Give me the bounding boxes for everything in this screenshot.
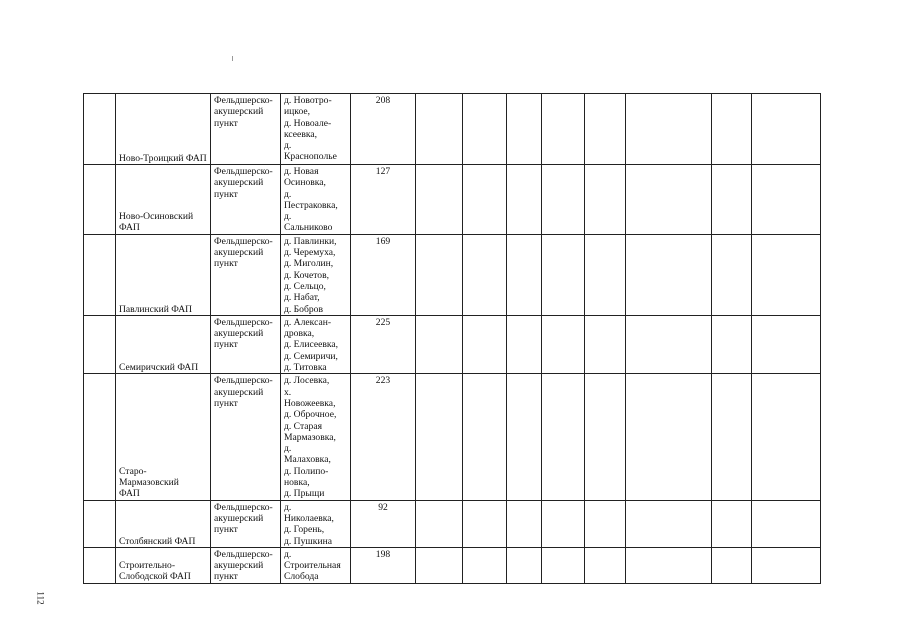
facility-name-cell: Строительно- Слободской ФАП [116,547,211,583]
empty-cell [712,315,752,373]
facility-name-cell: Павлинский ФАП [116,234,211,315]
settlements-cell: д. Павлинки, д. Черемуха, д. Миголин, д. Кочетов, д. Сельцо, д. Набат, д. Бобров [281,234,351,315]
empty-cell [585,165,626,235]
settlements-cell: д. Новотро- ицкое, д. Новоале- ксеевка, д. Краснополье [281,94,351,165]
table-row [84,315,821,373]
facility-type-cell: Фельдшерско- акушерский пункт [211,165,281,235]
empty-cell [752,547,821,583]
empty-cell [463,315,507,373]
empty-cell [542,165,585,235]
table-row [84,94,821,165]
empty-cell [752,165,821,235]
empty-cell [463,500,507,547]
empty-cell [416,165,463,235]
facility-type-cell: Фельдшерско- акушерский пункт [211,94,281,165]
facility-name-cell: Старо- Мармазовский ФАП [116,374,211,500]
empty-cell [752,374,821,500]
empty-cell [626,315,712,373]
row-index-cell [84,547,116,583]
empty-cell [507,165,542,235]
empty-cell [416,315,463,373]
empty-cell [585,500,626,547]
empty-cell [585,374,626,500]
empty-cell [752,500,821,547]
table-row [84,500,821,547]
empty-cell [416,500,463,547]
empty-cell [585,234,626,315]
facility-type-cell: Фельдшерско- акушерский пункт [211,500,281,547]
empty-cell [626,94,712,165]
facility-name-cell: Столбянский ФАП [116,500,211,547]
empty-cell [752,234,821,315]
empty-cell [463,374,507,500]
row-index-cell [84,374,116,500]
row-index-cell [84,94,116,165]
empty-cell [752,315,821,373]
empty-cell [626,374,712,500]
empty-cell [416,374,463,500]
settlements-cell: д. Лосевка, х. Новожеевка, д. Оброчное, д. Старая Мармазовка, д. Малаховка, д. Полипо- новка, д. Прыщи [281,374,351,500]
facility-type-cell: Фельдшерско- акушерский пункт [211,374,281,500]
empty-cell [463,165,507,235]
empty-cell [712,165,752,235]
facility-name-cell: Ново-Троицкий ФАП [116,94,211,165]
empty-cell [712,500,752,547]
settlements-cell: д. Николаевка, д. Горень, д. Пушкина [281,500,351,547]
empty-cell [507,94,542,165]
population-cell: 223 [351,374,416,500]
population-cell: 92 [351,500,416,547]
empty-cell [416,547,463,583]
empty-cell [626,165,712,235]
settlements-cell: д. Новая Осиновка, д. Пестраковка, д. Сальниково [281,165,351,235]
settlements-cell: д. Алексан- дровка, д. Елисеевка, д. Семиричи, д. Титовка [281,315,351,373]
empty-cell [626,500,712,547]
facility-type-cell: Фельдшерско- акушерский пункт [211,315,281,373]
table-row [84,547,821,583]
scan-mark [232,56,233,61]
empty-cell [585,547,626,583]
empty-cell [463,94,507,165]
empty-cell [507,315,542,373]
empty-cell [416,94,463,165]
empty-cell [463,547,507,583]
empty-cell [626,547,712,583]
empty-cell [507,374,542,500]
facility-name-cell: Семиричский ФАП [116,315,211,373]
empty-cell [542,94,585,165]
empty-cell [752,94,821,165]
row-index-cell [84,234,116,315]
empty-cell [463,234,507,315]
table-row [84,374,821,500]
population-cell: 225 [351,315,416,373]
facilities-table [83,93,821,584]
empty-cell [712,94,752,165]
empty-cell [626,234,712,315]
facility-type-cell: Фельдшерско- акушерский пункт [211,234,281,315]
population-cell: 169 [351,234,416,315]
empty-cell [507,500,542,547]
population-cell: 208 [351,94,416,165]
empty-cell [585,315,626,373]
empty-cell [507,234,542,315]
row-index-cell [84,165,116,235]
page-number: 112 [35,591,46,605]
empty-cell [542,547,585,583]
population-cell: 198 [351,547,416,583]
facility-name-cell: Ново-Осиновский ФАП [116,165,211,235]
empty-cell [542,234,585,315]
row-index-cell [84,315,116,373]
table-row [84,165,821,235]
empty-cell [712,547,752,583]
empty-cell [416,234,463,315]
empty-cell [712,234,752,315]
empty-cell [542,315,585,373]
table-row [84,234,821,315]
settlements-cell: д. Строительная Слобода [281,547,351,583]
empty-cell [507,547,542,583]
population-cell: 127 [351,165,416,235]
facility-type-cell: Фельдшерско- акушерский пункт [211,547,281,583]
empty-cell [542,500,585,547]
empty-cell [542,374,585,500]
empty-cell [712,374,752,500]
row-index-cell [84,500,116,547]
empty-cell [585,94,626,165]
